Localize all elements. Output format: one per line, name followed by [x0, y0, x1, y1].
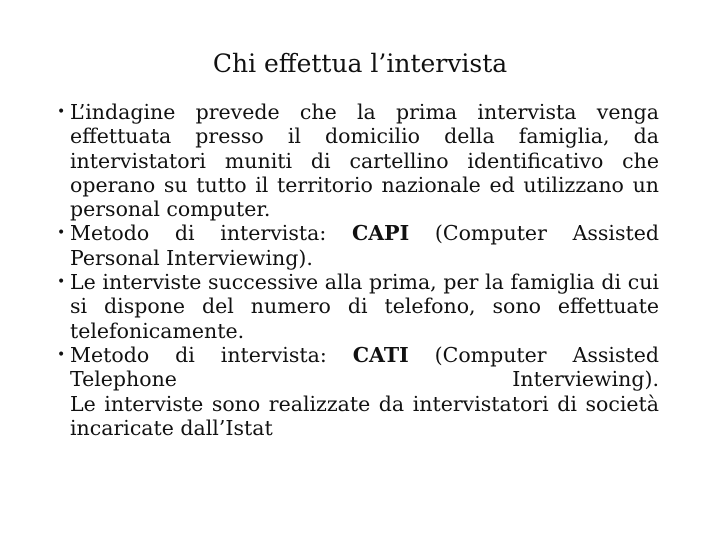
bullet-item-4	[57, 343, 659, 440]
bullet-text-4-main	[70, 343, 659, 392]
bullet-item-2	[57, 221, 659, 270]
bullet-icon: •	[57, 225, 66, 242]
bullet-text-2-suffix: (Computer Assisted Personal Interviewing).	[70, 221, 659, 270]
bullet-list	[57, 100, 659, 440]
bullet-text-3: Le interviste successive alla prima, per la famiglia di cui si dispone del numero di telefono, sono effettuate telefonicamente.	[70, 270, 659, 343]
method-acronym-capi: CAPI	[351, 221, 410, 246]
bullet-icon: •	[57, 104, 66, 120]
bullet-icon: •	[57, 346, 66, 363]
bullet-text-2-prefix: Metodo di intervista:	[70, 221, 352, 246]
bullet-item-1	[57, 100, 659, 221]
bullet-text-4-continuation: Le interviste sono realizzate da intervistatori di società incaricate dall’Istat	[70, 391, 659, 440]
bullet-icon: •	[57, 274, 66, 291]
bullet-item-3	[57, 270, 659, 343]
bullet-text-4-prefix: Metodo di intervista:	[70, 342, 353, 367]
slide-title: Chi effettua l’intervista	[212, 49, 508, 78]
method-acronym-cati: CATI	[352, 342, 409, 367]
bullet-text-1: L’indagine prevede che la prima intervista venga effettuata presso il domicilio della famiglia, da intervistatori muniti di cartellino identificativo che operano su tutto il territorio nazionale ed utilizzano un personal computer.	[70, 100, 659, 222]
bullet-text-4-suffix: (Computer Assisted Telephone Interviewing).	[70, 342, 659, 392]
